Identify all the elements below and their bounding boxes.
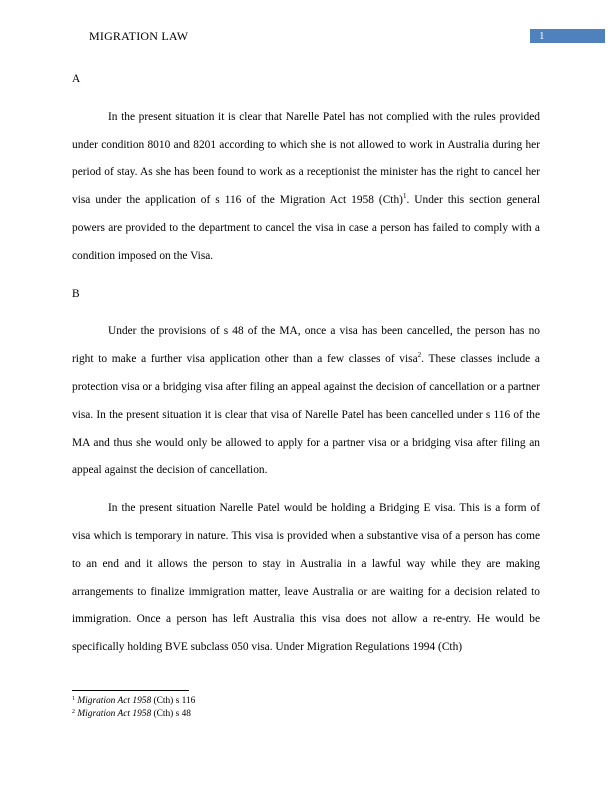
section-b-text-2: . These classes include a protection visa or a bridging visa after filing an appeal against the decision of cancellation or a partner visa. In the present situation it is clear that visa of Narelle Patel has been cancelled under s 116 of the MA and thus she would only be allowed to apply for a partner visa or a bridging visa after filing an appeal against the decision of cancellation. bbox=[72, 353, 540, 477]
footnote-citation: (Cth) s 48 bbox=[151, 709, 191, 719]
section-b-paragraph-2: In the present situation Narelle Patel would be holding a Bridging E visa. This is a form of visa which is temporary in nature. This visa is provided when a substantive visa of a person has come to an end and it allows the person to stay in Australia in a lawful way while they are making arrangements to finalize immigration matter, leave Australia or are waiting for a decision related to immigration. Once a person has left Australia this visa does not allow a re-entry. He would be specifically holding BVE subclass 050 visa. Under Migration Regulations 1994 (Cth) bbox=[72, 502, 540, 654]
footnote-separator bbox=[72, 690, 189, 691]
footnote-1 bbox=[72, 695, 195, 708]
footnote-number: 1 bbox=[72, 696, 75, 702]
section-heading-b: B bbox=[72, 287, 80, 300]
footnote-ref-1[interactable]: 1 bbox=[402, 192, 407, 201]
section-b-paragraph-1 bbox=[72, 318, 540, 485]
section-heading-a: A bbox=[72, 73, 81, 85]
footnote-2 bbox=[72, 708, 195, 721]
footnotes bbox=[72, 695, 195, 721]
running-header-title: MIGRATION LAW bbox=[89, 29, 189, 43]
section-a-paragraph bbox=[72, 104, 540, 271]
footnote-act-title: Migration Act 1958 bbox=[77, 696, 152, 706]
footnote-ref-2[interactable]: 2 bbox=[417, 351, 422, 360]
section-a-text-2: . Under this section general powers are provided to the department to cancel the visa in case a person has failed to comply with a condition imposed on the Visa. bbox=[72, 194, 540, 262]
document-body bbox=[72, 66, 540, 672]
footnote-act-title: Migration Act 1958 bbox=[77, 709, 152, 719]
section-b-text-1: Under the provisions of s 48 of the MA, once a visa has been cancelled, the person has no right to make a further visa application other than a few classes of visa bbox=[72, 325, 540, 366]
footnote-citation: (Cth) s 116 bbox=[151, 696, 196, 706]
page-number-badge: 1 bbox=[530, 29, 605, 43]
footnote-number: 2 bbox=[72, 709, 75, 715]
section-a-text-1: In the present situation it is clear that Narelle Patel has not complied with the rules provided under condition 8010 and 8201 according to which she is not allowed to work in Australia during her period of stay. As she has been found to work as a receptionist the minister has the right to cancel her visa under the application of s 116 of the Migration Act 1958 (Cth) bbox=[72, 110, 540, 207]
